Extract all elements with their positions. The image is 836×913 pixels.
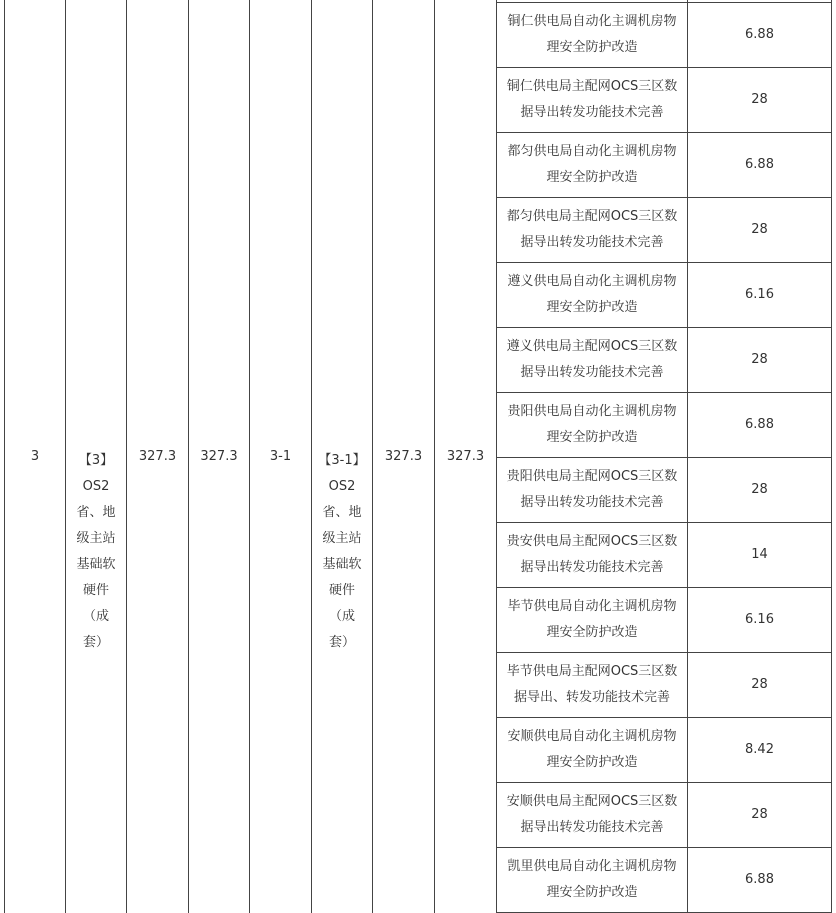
project-name-cell: 贵阳供电局自动化主调机房物理安全防护改造 — [507, 404, 677, 445]
package-name-cell: 【3】 OS2 省、地 级主站 基础软 硬件 （成 套） — [76, 452, 116, 650]
project-amount-cell: 6.16 — [745, 287, 774, 302]
project-name-cell: 遵义供电局主配网OCS三区数据导出转发功能技术完善 — [506, 339, 678, 380]
package-amount-cell: 327.3 — [200, 448, 238, 464]
project-amount-cell: 8.42 — [745, 742, 774, 757]
project-name-cell: 毕节供电局自动化主调机房物理安全防护改造 — [507, 599, 677, 640]
project-amount-cell: 6.88 — [745, 27, 774, 42]
project-name-cell: 凯里供电局自动化主调机房物理安全防护改造 — [507, 859, 677, 900]
project-amount-cell: 6.88 — [745, 872, 774, 887]
project-amount-cell: 6.88 — [745, 417, 774, 432]
project-amount-cell: 6.16 — [745, 612, 774, 627]
sub-package-name-cell: 【3-1】 OS2 省、地 级主站 基础软 硬件 （成 套） — [318, 452, 366, 650]
package-amount-cell: 327.3 — [138, 448, 177, 464]
project-name-cell: 安顺供电局自动化主调机房物理安全防护改造 — [507, 729, 677, 770]
project-amount-cell: 28 — [751, 222, 768, 237]
sub-package-amount-cell: 327.3 — [446, 448, 485, 464]
project-amount-cell: 6.88 — [745, 157, 774, 172]
sub-package-amount-cell: 327.3 — [384, 448, 423, 464]
project-name-cell: 贵阳供电局主配网OCS三区数据导出转发功能技术完善 — [506, 469, 678, 510]
project-name-cell: 铜仁供电局主配网OCS三区数据导出转发功能技术完善 — [506, 79, 678, 120]
project-amount-cell: 28 — [751, 352, 768, 367]
seq-cell: 3 — [30, 448, 40, 464]
project-name-cell: 都匀供电局自动化主调机房物理安全防护改造 — [507, 144, 677, 185]
project-amount-cell: 28 — [751, 807, 768, 822]
project-name-cell: 贵安供电局主配网OCS三区数据导出转发功能技术完善 — [506, 534, 678, 575]
project-name-cell: 铜仁供电局自动化主调机房物理安全防护改造 — [507, 14, 677, 55]
project-name-cell: 毕节供电局主配网OCS三区数据导出、转发功能技术完善 — [506, 664, 678, 705]
project-name-cell: 安顺供电局主配网OCS三区数据导出转发功能技术完善 — [506, 794, 678, 835]
project-amount-cell: 28 — [751, 482, 768, 497]
project-amount-cell: 28 — [751, 677, 768, 692]
project-amount-cell: 28 — [751, 92, 768, 107]
project-name-cell: 都匀供电局主配网OCS三区数据导出转发功能技术完善 — [506, 209, 678, 250]
sub-seq-cell: 3-1 — [269, 448, 292, 464]
project-amount-cell: 14 — [751, 547, 768, 562]
project-name-cell: 遵义供电局自动化主调机房物理安全防护改造 — [507, 274, 677, 315]
